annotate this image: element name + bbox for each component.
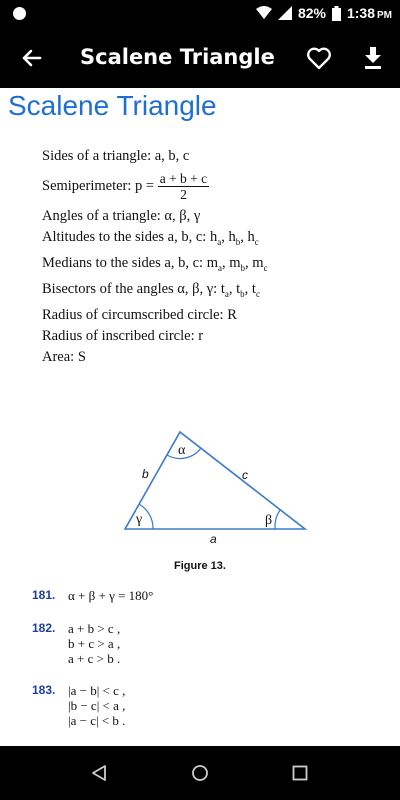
signal-icon	[278, 6, 292, 20]
side-b-label: b	[142, 467, 149, 481]
navigation-bar	[0, 746, 400, 800]
app-title: Scalene Triangle	[80, 45, 275, 69]
formula-line: a + c > b .	[68, 651, 121, 666]
triangle-figure	[118, 424, 318, 544]
download-icon[interactable]	[360, 45, 386, 71]
status-bar	[0, 0, 400, 28]
heart-icon[interactable]	[306, 46, 332, 70]
clock: 1:38 PM	[346, 5, 392, 21]
def-semiperimeter: Semiperimeter: p = $\frac{a + b + c}{2}$	[42, 171, 208, 202]
def-inscribed: Radius of inscribed circle: r	[42, 327, 204, 344]
content-area[interactable]	[0, 88, 400, 746]
formula-number: 182.	[32, 621, 56, 635]
battery-icon	[332, 6, 341, 21]
def-angles: Angles of a triangle: α, β, γ	[42, 208, 201, 224]
formula-number: 181.	[32, 588, 56, 602]
formula-line: |b − c| < a ,	[68, 698, 126, 713]
def-area: Area: S	[42, 348, 86, 365]
notification-icon	[13, 7, 26, 20]
def-circumscribed: Radius of circumscribed circle: R	[42, 306, 237, 323]
def-bisectors: Bisectors of the angles α, β, γ: $t_a$, $t_b$, $t_c$	[42, 280, 260, 299]
formula-line: |a − b| < c ,	[68, 683, 126, 698]
recents-square-icon[interactable]	[292, 765, 308, 781]
definitions-block	[42, 146, 268, 368]
def-altitudes: Altitudes to the sides a, b, c: $h_a$, $h_b$, $h_c$	[42, 229, 259, 247]
back-arrow-icon[interactable]	[18, 44, 46, 72]
status-right	[256, 5, 392, 21]
battery-percent: 82%	[297, 5, 326, 21]
figure-caption: Figure 13.	[174, 560, 226, 572]
wifi-icon	[256, 6, 272, 20]
formula-line: b + c > a ,	[68, 636, 121, 651]
home-circle-icon[interactable]	[191, 764, 209, 782]
formula-number: 183.	[32, 683, 56, 697]
beta-arc	[275, 510, 280, 529]
def-medians: Medians to the sides a, b, c: $m_a$, $m_b$, $m_c$	[42, 254, 268, 273]
gamma-label: γ	[136, 512, 143, 527]
page-heading: Scalene Triangle	[8, 90, 217, 121]
formula-line: |a − c| < b .	[68, 713, 126, 728]
side-c-label: c	[242, 468, 248, 482]
formula-line: α + β + γ = 180°	[68, 588, 154, 603]
back-triangle-icon[interactable]	[90, 764, 108, 782]
alpha-label: α	[178, 443, 186, 458]
side-a-label: a	[210, 532, 217, 544]
beta-label: β	[265, 513, 273, 528]
semiperimeter-fraction: $\frac{a + b + c}{2}$	[159, 171, 208, 202]
formula-line: a + b > c ,	[68, 621, 121, 636]
def-sides: Sides of a triangle: a, b, c	[42, 148, 190, 164]
app-bar	[0, 28, 400, 88]
